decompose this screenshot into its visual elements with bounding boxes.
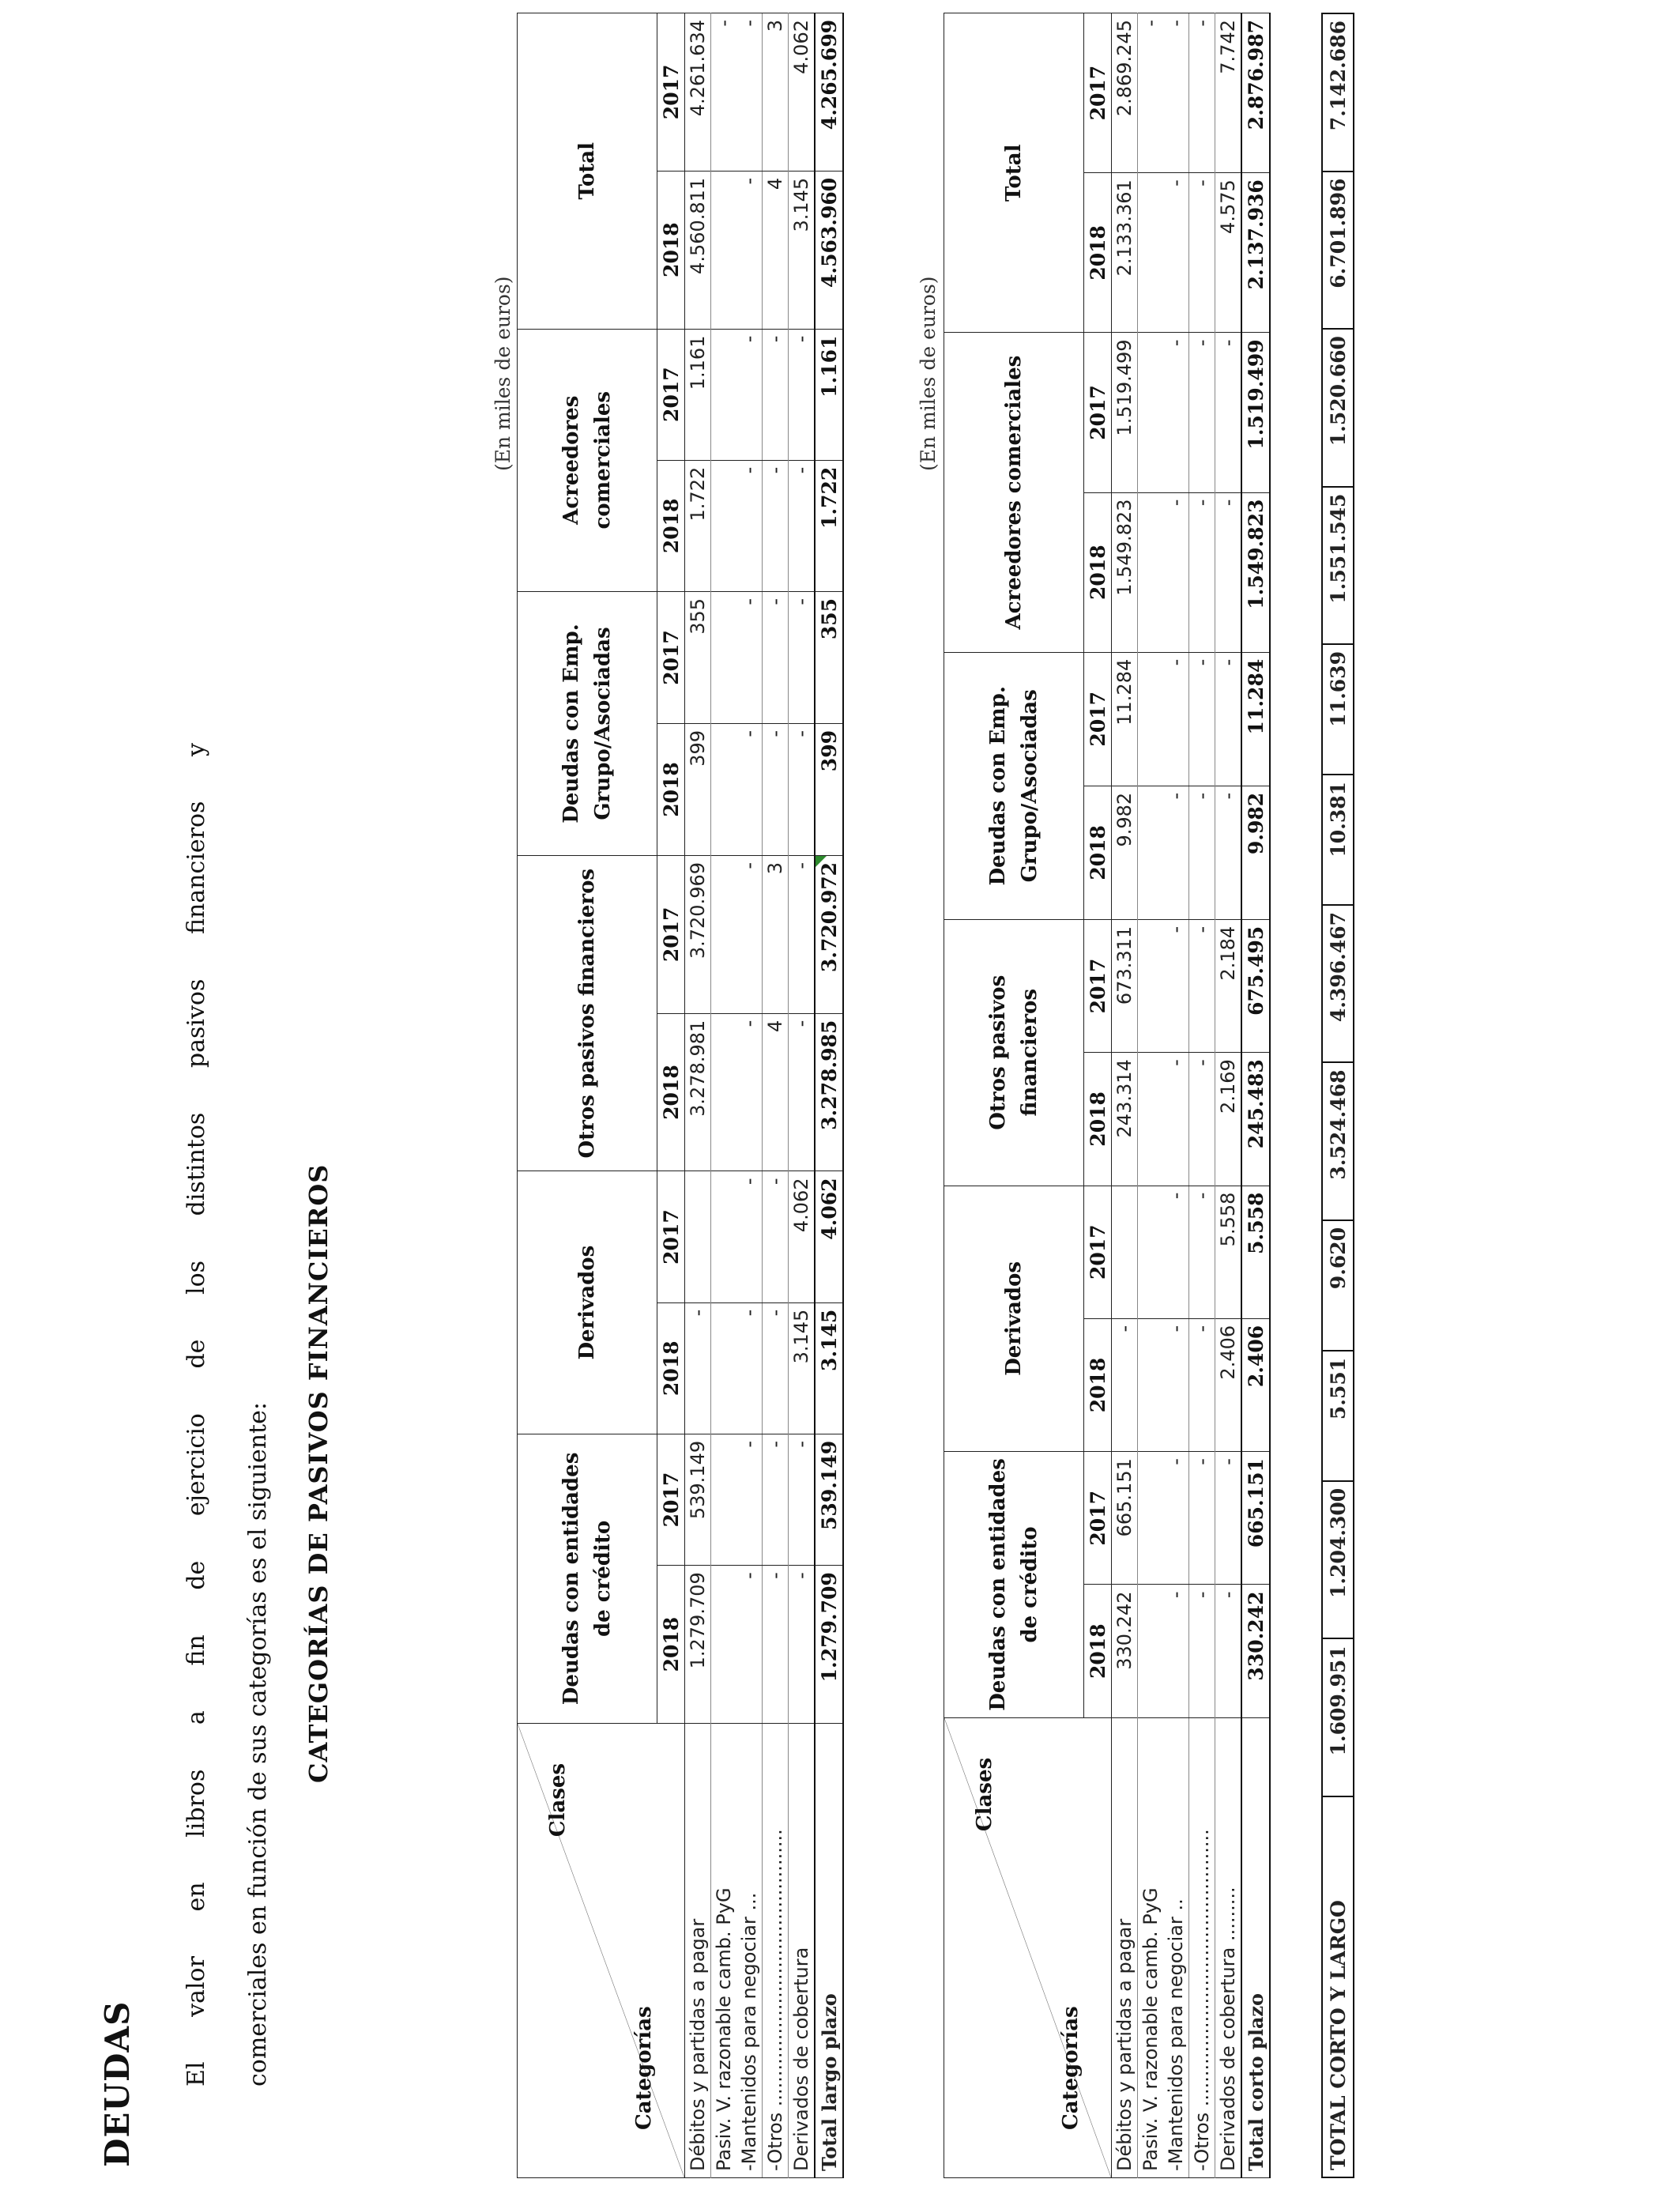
cell-value: - [1215, 1585, 1242, 1717]
year-header: 2017 [657, 1171, 685, 1302]
total-value: 330.242 [1241, 1585, 1270, 1717]
cell-value: - [763, 591, 789, 723]
cell-value: 2.133.361 [1112, 173, 1138, 333]
cell-value: 330.242 [1112, 1585, 1138, 1717]
total-value: 11.284 [1241, 652, 1270, 786]
comment-marker-icon [816, 856, 827, 867]
cell-value [1138, 786, 1164, 919]
cell-value: - [736, 1302, 763, 1434]
cell-value [711, 1171, 737, 1302]
cell-value: 539.149 [685, 1434, 711, 1565]
year-header: 2018 [657, 1302, 685, 1434]
cell-value: 9.982 [1112, 786, 1138, 919]
grand-total-value: 7.142.686 [1322, 13, 1354, 172]
intro-line-2: comerciales en función de sus categorías es el siguiente: [244, 1402, 272, 2087]
row-label: Débitos y partidas a pagar [685, 1723, 711, 2177]
total-label: Total largo plazo [815, 1723, 843, 2177]
table-row [711, 13, 737, 2178]
row-label: -Mantenidos para negociar .. [1163, 1717, 1189, 2177]
total-value: 3.278.985 [815, 1013, 843, 1171]
cell-value: - [1215, 1452, 1242, 1585]
cell-value: - [1215, 492, 1242, 652]
cell-value: - [1138, 13, 1164, 173]
cell-value: - [736, 724, 763, 856]
row-label: Derivados de cobertura ......... [1215, 1717, 1242, 2177]
total-value: 245.483 [1241, 1053, 1270, 1186]
year-header: 2018 [1084, 1053, 1112, 1186]
year-header: 2017 [657, 591, 685, 723]
cell-value: - [1189, 1053, 1215, 1186]
row-label: -Otros .............................................. [1189, 1717, 1215, 2177]
grand-total-value: 1.204.300 [1322, 1481, 1354, 1638]
total-value: 1.722 [815, 460, 843, 591]
table-row [736, 13, 763, 2178]
cell-value: 399 [685, 724, 711, 856]
cell-value: 355 [685, 591, 711, 723]
cell-value: - [736, 171, 763, 329]
cell-value: 3.145 [789, 171, 816, 329]
total-value: 3.145 [815, 1302, 843, 1434]
cell-value: 3.720.969 [685, 855, 711, 1013]
column-group-header: Total [944, 13, 1084, 333]
year-header: 2018 [657, 1566, 685, 1724]
year-header: 2017 [1084, 13, 1112, 173]
cell-value: - [789, 329, 816, 460]
cell-value: - [1163, 1585, 1189, 1717]
total-label: Total corto plazo [1241, 1717, 1270, 2177]
cell-value: - [763, 724, 789, 856]
year-header: 2018 [657, 171, 685, 329]
cell-value: - [1163, 1053, 1189, 1186]
cell-value [711, 329, 737, 460]
cell-value: - [736, 591, 763, 723]
cell-value: - [1163, 1452, 1189, 1585]
table-row [685, 13, 711, 2178]
cell-value: 4 [763, 171, 789, 329]
table-row [1112, 13, 1138, 2178]
page-title: DEUDAS [98, 2000, 137, 2167]
total-value: 1.279.709 [815, 1566, 843, 1724]
cell-value: - [763, 1171, 789, 1302]
cell-value [711, 591, 737, 723]
cell-value: - [789, 1434, 816, 1565]
year-header: 2017 [1084, 1452, 1112, 1585]
year-header: 2017 [657, 13, 685, 172]
cell-value: 1.279.709 [685, 1566, 711, 1724]
section-subtitle: CATEGORÍAS DE PASIVOS FINANCIEROS [303, 1163, 333, 1783]
total-value: 2.876.987 [1241, 13, 1270, 173]
cell-value: - [789, 1013, 816, 1171]
year-header: 2018 [1084, 786, 1112, 919]
header-clases: Clases [546, 1762, 570, 1838]
total-value: 2.137.936 [1241, 173, 1270, 333]
cell-value: 1.161 [685, 329, 711, 460]
cell-value [711, 171, 737, 329]
cell-value [711, 1302, 737, 1434]
cell-value [1138, 173, 1164, 333]
table-row [789, 13, 816, 2178]
year-header: 2017 [1084, 1186, 1112, 1318]
total-value: 4.062 [815, 1171, 843, 1302]
total-value: 1.549.823 [1241, 492, 1270, 652]
year-header: 2017 [657, 329, 685, 460]
cell-value: 2.406 [1215, 1318, 1242, 1451]
unit-note-largo: (En miles de euros) [492, 276, 514, 471]
cell-value [1138, 1318, 1164, 1451]
total-value: 399 [815, 724, 843, 856]
cell-value: - [763, 1302, 789, 1434]
column-group-header: Acreedores comerciales [518, 329, 657, 591]
column-group-header: Deudas con entidades de crédito [518, 1434, 657, 1723]
year-header: 2018 [1084, 1585, 1112, 1717]
cell-value: - [1163, 333, 1189, 492]
year-header: 2018 [657, 460, 685, 591]
grand-total-value: 1.520.660 [1322, 329, 1354, 486]
cell-value: 2.869.245 [1112, 13, 1138, 173]
cell-value: - [736, 855, 763, 1013]
row-label: Pasiv. V. razonable camb. PyG [711, 1723, 737, 2177]
total-row [1241, 13, 1270, 2178]
year-header: 2017 [657, 855, 685, 1013]
cell-value: 4.261.634 [685, 13, 711, 172]
row-label: -Mantenidos para negociar ... [736, 1723, 763, 2177]
cell-value: 7.742 [1215, 13, 1242, 173]
cell-value: - [789, 855, 816, 1013]
cell-value [1138, 1585, 1164, 1717]
cell-value: 4.560.811 [685, 171, 711, 329]
year-header: 2018 [1084, 173, 1112, 333]
cell-value: - [763, 1434, 789, 1565]
column-group-header: Deudas con entidades de crédito [944, 1452, 1084, 1718]
column-group-header: Deudas con Emp. Grupo/Asociadas [518, 591, 657, 855]
row-label: Débitos y partidas a pagar [1112, 1717, 1138, 2177]
total-value: 5.558 [1241, 1186, 1270, 1318]
column-group-header: Otros pasivos financieros [518, 855, 657, 1171]
cell-value: 1.519.499 [1112, 333, 1138, 492]
grand-total-value: 4.396.467 [1322, 905, 1354, 1062]
grand-total-value: 6.701.896 [1322, 172, 1354, 329]
column-group-header: Otros pasivos financieros [944, 919, 1084, 1186]
cell-value: 3 [763, 13, 789, 172]
cell-value: - [736, 1013, 763, 1171]
grand-total-value: 9.620 [1322, 1220, 1354, 1351]
grand-total-value: 1.551.545 [1322, 487, 1354, 644]
cell-value: 673.311 [1112, 919, 1138, 1052]
year-header: 2017 [1084, 652, 1112, 786]
total-value: 4.265.699 [815, 13, 843, 172]
header-clases: Clases [973, 1757, 996, 1832]
cell-value [1138, 919, 1164, 1052]
column-group-header: Deudas con Emp. Grupo/Asociadas [944, 652, 1084, 919]
intro-line-1: El valor en libros a fin de ejercicio de los distintos pasivos financieros y [183, 743, 210, 2087]
table-grand-total [1321, 13, 1354, 2178]
year-header: 2018 [657, 1013, 685, 1171]
table-row [763, 13, 789, 2178]
cell-value: 4 [763, 1013, 789, 1171]
cell-value: - [1189, 13, 1215, 173]
table-largo-plazo [517, 13, 844, 2178]
total-value: 9.982 [1241, 786, 1270, 919]
cell-value [711, 1013, 737, 1171]
row-label: -Otros .............................................. [763, 1723, 789, 2177]
table-row [1138, 13, 1164, 2178]
row-label: Pasiv. V. razonable camb. PyG [1138, 1717, 1164, 2177]
cell-value: - [789, 724, 816, 856]
cell-value: - [1163, 492, 1189, 652]
cell-value: 1.722 [685, 460, 711, 591]
cell-value: 3.145 [789, 1302, 816, 1434]
cell-value: 4.575 [1215, 173, 1242, 333]
year-header: 2018 [657, 724, 685, 856]
cell-value: - [1163, 1318, 1189, 1451]
cell-value: - [736, 1171, 763, 1302]
total-value: 355 [815, 591, 843, 723]
total-value: 2.406 [1241, 1318, 1270, 1451]
grand-total-row [1322, 13, 1354, 2177]
cell-value: - [1163, 786, 1189, 919]
cell-value [1138, 652, 1164, 786]
cell-value: 4.062 [789, 1171, 816, 1302]
cell-value [1138, 1186, 1164, 1318]
cell-value [711, 460, 737, 591]
header-corner [518, 1723, 685, 2177]
cell-value: - [1215, 333, 1242, 492]
cell-value: - [763, 1566, 789, 1724]
cell-value: - [736, 13, 763, 172]
total-value: 3.720.972 [815, 855, 843, 1013]
total-value: 665.151 [1241, 1452, 1270, 1585]
cell-value: - [1189, 173, 1215, 333]
table-row [1163, 13, 1189, 2178]
year-header: 2017 [657, 1434, 685, 1565]
total-value: 675.495 [1241, 919, 1270, 1052]
table-corto-plazo [944, 13, 1271, 2178]
cell-value [711, 1434, 737, 1565]
cell-value: - [1189, 1452, 1215, 1585]
cell-value: - [736, 1434, 763, 1565]
row-label: Derivados de cobertura [789, 1723, 816, 2177]
year-header: 2017 [1084, 919, 1112, 1052]
cell-value: - [789, 591, 816, 723]
grand-total-value: 3.524.468 [1322, 1062, 1354, 1220]
total-value: 539.149 [815, 1434, 843, 1565]
intro-paragraph [166, 743, 289, 2087]
year-header: 2017 [1084, 333, 1112, 492]
cell-value: - [1112, 1318, 1138, 1451]
cell-value: 2.184 [1215, 919, 1242, 1052]
cell-value: 1.549.823 [1112, 492, 1138, 652]
cell-value: 3.278.981 [685, 1013, 711, 1171]
column-group-header: Total [518, 13, 657, 330]
cell-value: - [763, 329, 789, 460]
cell-value: - [1163, 13, 1189, 173]
year-header: 2018 [1084, 1318, 1112, 1451]
cell-value [1138, 1053, 1164, 1186]
cell-value: - [736, 329, 763, 460]
cell-value: - [789, 460, 816, 591]
cell-value: 5.558 [1215, 1186, 1242, 1318]
column-group-header: Derivados [944, 1186, 1084, 1452]
grand-total-value: 11.639 [1322, 644, 1354, 775]
cell-value [1112, 1186, 1138, 1318]
cell-value: - [789, 1566, 816, 1724]
cell-value: - [1189, 1318, 1215, 1451]
cell-value [711, 724, 737, 856]
header-corner [944, 1717, 1112, 2177]
cell-value: - [1163, 652, 1189, 786]
cell-value: - [763, 460, 789, 591]
cell-value: - [736, 460, 763, 591]
cell-value: - [736, 1566, 763, 1724]
grand-total-label: TOTAL CORTO Y LARGO [1322, 1796, 1354, 2177]
cell-value [1138, 492, 1164, 652]
header-categorias: Categorías [632, 2006, 656, 2130]
cell-value: - [1189, 1186, 1215, 1318]
cell-value: - [1163, 173, 1189, 333]
cell-value: - [1189, 652, 1215, 786]
cell-value: - [1189, 919, 1215, 1052]
cell-value: 243.314 [1112, 1053, 1138, 1186]
total-value: 1.161 [815, 329, 843, 460]
grand-total-value: 1.609.951 [1322, 1638, 1354, 1796]
cell-value: - [1215, 786, 1242, 919]
cell-value: - [1163, 1186, 1189, 1318]
cell-value: 665.151 [1112, 1452, 1138, 1585]
cell-value: - [685, 1302, 711, 1434]
table-row [1189, 13, 1215, 2178]
cell-value: - [1189, 492, 1215, 652]
cell-value: 2.169 [1215, 1053, 1242, 1186]
unit-note-corto: (En miles de euros) [917, 276, 940, 471]
cell-value: 4.062 [789, 13, 816, 172]
grand-total-value: 5.551 [1322, 1351, 1354, 1481]
cell-value [1138, 333, 1164, 492]
total-value: 4.563.960 [815, 171, 843, 329]
grand-total-value: 10.381 [1322, 775, 1354, 905]
cell-value: - [1189, 1585, 1215, 1717]
column-group-header: Derivados [518, 1171, 657, 1434]
cell-value: - [711, 13, 737, 172]
cell-value [685, 1171, 711, 1302]
year-header: 2018 [1084, 492, 1112, 652]
column-group-header: Acreedores comerciales [944, 333, 1084, 652]
cell-value: 3 [763, 855, 789, 1013]
cell-value [1138, 1452, 1164, 1585]
cell-value: 11.284 [1112, 652, 1138, 786]
cell-value: - [1189, 786, 1215, 919]
cell-value: - [1163, 919, 1189, 1052]
header-categorias: Categorías [1059, 2006, 1083, 2130]
cell-value: - [1189, 333, 1215, 492]
total-row [815, 13, 843, 2178]
table-row [1215, 13, 1242, 2178]
total-value: 1.519.499 [1241, 333, 1270, 492]
cell-value [711, 855, 737, 1013]
cell-value: - [1215, 652, 1242, 786]
cell-value [711, 1566, 737, 1724]
